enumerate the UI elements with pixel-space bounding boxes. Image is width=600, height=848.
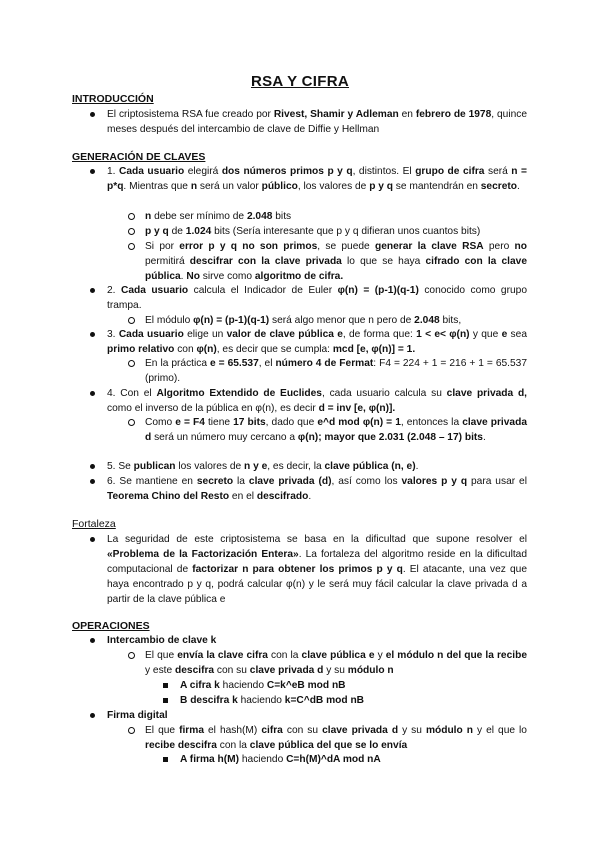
gen-item-6: 6. Se mantiene en secreto la clave privada (d), así como los valores p y q para usar el Teorema Chino del Resto en el descifrado. <box>107 474 527 504</box>
circle-bullet-icon <box>128 419 135 426</box>
gen-item-3-sub-1: En la práctica e = 65.537, el número 4 de Fermat: F4 = 224 + 1 = 216 + 1 = 65.537 (primo). <box>145 356 527 386</box>
op-key-exchange-step-a: A cifra k haciendo C=k^eB mod nB <box>180 678 527 693</box>
bullet-icon <box>90 391 95 396</box>
gen-item-3: 3. Cada usuario elige un valor de clave pública e, de forma que: 1 < e< φ(n) y que e sea primo relativo con φ(n), es decir que se cumpla: mcd [e, φ(n)] = 1. <box>107 327 527 357</box>
bullet-icon <box>90 537 95 542</box>
bullet-icon <box>90 169 95 174</box>
gen-item-2-sub-1: El módulo φ(n) = (p-1)(q-1) será algo menor que n pero de 2.048 bits, <box>145 313 527 328</box>
gen-heading: GENERACIÓN DE CLAVES <box>72 151 206 163</box>
bullet-icon <box>90 713 95 718</box>
op-digital-signature-desc: El que firma el hash(M) cifra con su clave privada d y su módulo n y el que lo recibe descifra con la clave pública del que se lo envía <box>145 723 527 753</box>
op-digital-signature-step-a: A firma h(M) haciendo C=h(M)^dA mod nA <box>180 752 527 767</box>
gen-item-2: 2. Cada usuario calcula el Indicador de Euler φ(n) = (p-1)(q-1) conocido como grupo trampa. <box>107 283 527 313</box>
op-key-exchange: Intercambio de clave k <box>107 633 527 648</box>
intro-paragraph: El criptosistema RSA fue creado por Rivest, Shamir y Adleman en febrero de 1978, quince meses después del intercambio de clave de Diffie y Hellman <box>107 107 527 137</box>
circle-bullet-icon <box>128 243 135 250</box>
gen-item-4: 4. Con el Algoritmo Extendido de Euclides, cada usuario calcula su clave privada d, como el inverso de la pública en φ(n), es decir d = inv [e, φ(n)]. <box>107 386 527 416</box>
bullet-icon <box>90 112 95 117</box>
square-bullet-icon <box>163 757 168 762</box>
intro-heading: INTRODUCCIÓN <box>72 93 154 105</box>
circle-bullet-icon <box>128 360 135 367</box>
fortaleza-heading: Fortaleza <box>72 518 116 530</box>
gen-item-1-sub-3: Si por error p y q no son primos, se puede generar la clave RSA pero no permitirá descifrar con la clave privada lo que se haya cifrado con la clave pública. No sirve como algoritmo de cifra. <box>145 239 527 284</box>
gen-item-4-sub-1: Como e = F4 tiene 17 bits, dado que e^d mod φ(n) = 1, entonces la clave privada d será un número muy cercano a φ(n); mayor que 2.031 (2.048 – 17) bits. <box>145 415 527 445</box>
square-bullet-icon <box>163 683 168 688</box>
gen-item-1: 1. Cada usuario elegirá dos números primos p y q, distintos. El grupo de cifra será n = p*q. Mientras que n será un valor público, los valores de p y q se mantendrán en secreto. <box>107 164 527 194</box>
page-title: RSA Y CIFRA <box>250 73 350 90</box>
op-key-exchange-step-b: B descifra k haciendo k=C^dB mod nB <box>180 693 527 708</box>
bullet-icon <box>90 332 95 337</box>
bullet-icon <box>90 464 95 469</box>
circle-bullet-icon <box>128 727 135 734</box>
circle-bullet-icon <box>128 228 135 235</box>
circle-bullet-icon <box>128 652 135 659</box>
circle-bullet-icon <box>128 213 135 220</box>
square-bullet-icon <box>163 698 168 703</box>
op-key-exchange-desc: El que envía la clave cifra con la clave pública e y el módulo n del que la recibe y este descifra con su clave privada d y su módulo n <box>145 648 527 678</box>
gen-item-1-sub-1: n debe ser mínimo de 2.048 bits <box>145 209 527 224</box>
gen-item-5: 5. Se publican los valores de n y e, es decir, la clave pública (n, e). <box>107 459 527 474</box>
circle-bullet-icon <box>128 317 135 324</box>
bullet-icon <box>90 288 95 293</box>
fortaleza-paragraph: La seguridad de este criptosistema se basa en la dificultad que supone resolver el «Problema de la Factorización Entera». La fortaleza del algoritmo reside en la dificultad computacional de factorizar n para obtener los primos p y q. El atacante, una vez que haya encontrado p y q, podrá calcular φ(n) y le será muy fácil calcular la clave privada d a partir de la clave pública e <box>107 532 527 607</box>
bullet-icon <box>90 638 95 643</box>
gen-item-1-sub-2: p y q de 1.024 bits (Sería interesante que p y q difieran unos cuantos bits) <box>145 224 527 239</box>
bullet-icon <box>90 479 95 484</box>
ops-heading: OPERACIONES <box>72 620 150 632</box>
op-digital-signature: Firma digital <box>107 708 527 723</box>
